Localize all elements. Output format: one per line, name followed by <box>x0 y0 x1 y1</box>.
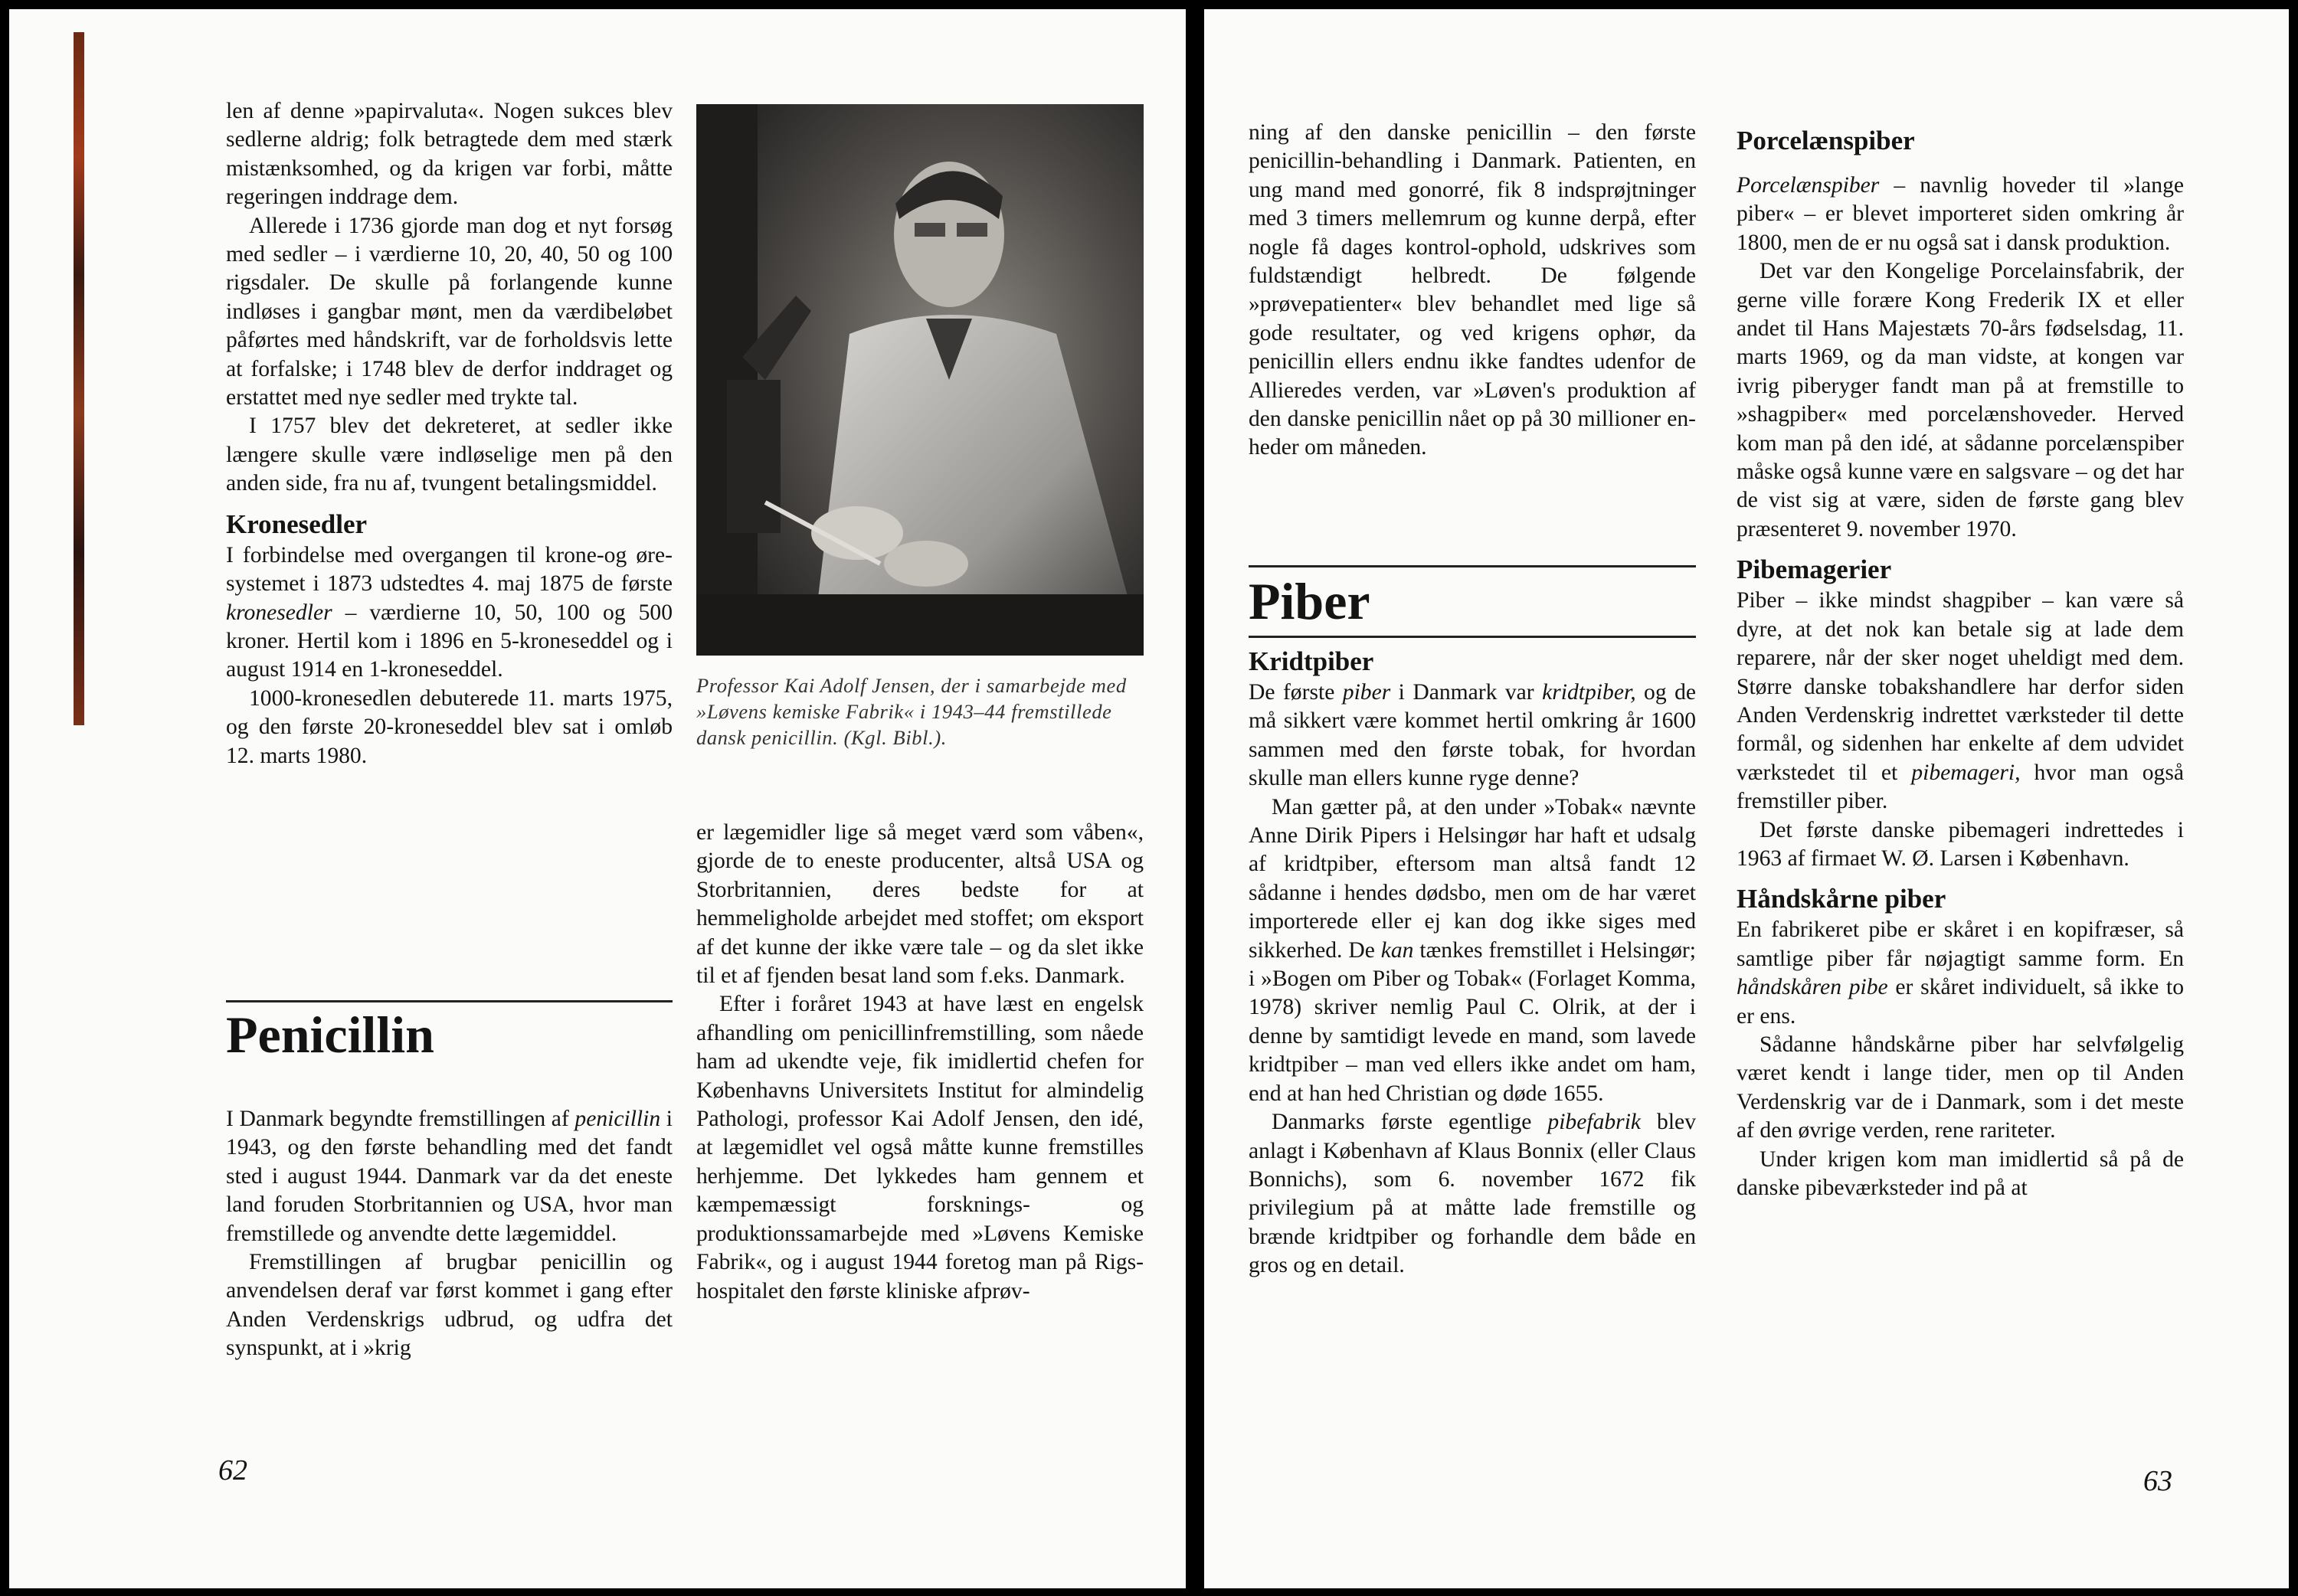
paragraph: I Danmark begyndte fremstillingen af penicillin i 1943, og den første behandling med det fandt sted i august 1944. Danmark var da det eneste land foruden Storbritannien og USA, hvor man fremstillede og anvendte dette lægemiddel. <box>226 1107 673 1246</box>
paragraph: Danmarks første egentlige pibefabrik blev anlagt i København af Klaus Bonnix (eller Claus Bonnichs), som 6. november 1672 fik privilegium på at måtte lade fremstille og brænde kridtpiber og forhandle dem både en gros og en detail. <box>1249 1110 1696 1278</box>
photo-professor <box>696 104 1144 656</box>
title-piber: Piber <box>1249 572 1370 630</box>
paragraph: Efter i foråret 1943 at have læst en engelsk afhandling om penicillinfremstilling, som nåede ham ad ukendte veje, fik imidlertid chefen for Københavns Universitets Institut for almindelig Pathologi, professor Kai Adolf Jensen, den idé, at lægemidlet vel også måtte kunne fremstilles herhjemme. Det lykkedes ham gennem et kæmpemæssigt forsknings- og produktionssamarbejde med »Løvens Kemiske Fabrik«, og i august 1944 foretog man på Rigshospitalet den første kliniske afprøv- <box>696 992 1144 1303</box>
paragraph: Man gætter på, at den under »Tobak« nævnte Anne Dirik Pipers i Helsingør har haft et udsalg af kridtpiber, eftersom man altså fandt 12 sådanne i hendes dødsbo, men om de har været importerede eller ej kan dog ikke siges med sikkerhed. De kan tænkes fremstillet i Helsingør; i »Bogen om Piber og Tobak« (Forlaget Komma, 1978) skriver nemlig Paul C. Olrik, at der i denne by samtidigt levede en mand, som lavede kridtpiber – man ved ellers ikke andet om ham, end at han hed Christian og døde 1655. <box>1249 794 1696 1106</box>
kridtpiber-text <box>1249 645 1696 1280</box>
paragraph: Under krigen kom man imidlertid så på de danske pibeværksteder ind på at <box>1737 1146 2184 1200</box>
paragraph: len af denne »papirvaluta«. Nogen sukces blev sedlerne aldrig; folk betragtede dem med stærk mistænksomhed, og da krigen var forbi, måtte regeringen inddrage dem. <box>226 99 673 210</box>
heading-porcelaenspiber: Porcelænspiber <box>1737 126 1915 155</box>
section-rule <box>226 1000 673 1002</box>
paragraph: er lægemidler lige så meget værd som våben«, gjorde de to eneste producenter, altså USA og Storbritannien, deres bedste for at hemmeligholde arbejdet med stoffet; om eksport af det kunne der ikke være tale – og da slet ikke til et af fjenden besat land som f.eks. Danmark. <box>696 820 1144 989</box>
heading-haandskaarne-piber: Håndskårne piber <box>1737 884 1946 914</box>
paragraph: Porcelænspiber – navnlig hoveder til »lange piber« – er blevet importeret siden omkring år 1800, men de er nu også sat i dansk produktion. <box>1737 173 2184 255</box>
section-rule <box>1249 636 1696 638</box>
heading-kronesedler: Kronesedler <box>226 509 368 539</box>
section-rule <box>1249 565 1696 567</box>
paragraph: Fremstillingen af brugbar penicillin og anvendelsen deraf var først kommet i gang efter Anden Verdenskrigs udbrud, og udfra det synspunkt, at i »krig <box>226 1250 673 1361</box>
paragraph: De første piber i Danmark var kridtpiber, og de må sikkert være kommet hertil omkring år 1600 sammen med den første tobak, for hvordan skulle man ellers kunne ryge denne? <box>1249 680 1696 791</box>
left-column-2 <box>696 819 1144 1306</box>
left-page <box>9 9 1186 1588</box>
paragraph: Det første danske pibemageri indrettedes i 1963 af firmaet W. Ø. Larsen i København. <box>1737 817 2184 871</box>
paragraph: Det var den Kongelige Porcelainsfabrik, der gerne ville forære Kong Frederik IX et eller andet til Hans Majestæts 70-års fødselsdag, 11. marts 1969, og da man vidste, at kongen var ivrig piberyger fandt man på at fremstille to »shagpiber« med porcelænshoveder. Herved kom man på den idé, at sådanne porcelænspiber måske også kunne være en salgsvare – og det har de vist sig at være, siden de første gang blev præsenteret 9. november 1970. <box>1737 259 2184 541</box>
paragraph: ning af den danske penicillin – den første penicillin-behandling i Danmark. Patienten, en ung mand med gonorré, fik 8 indsprøjtninger med 3 timers mellemrum og kunne derpå, efter nogle få dages kontrol-ophold, udskrives som fuldstændigt helbredt. De følgende »prøvepatienter« blev behandlet med lige så gode resultater, og ved krigens ophør, da penicillin ellers endnu ikke fandtes udenfor de Allieredes verden, var »Løven's produktion af den danske penicillin nået op på 30 millioner enheder om måneden. <box>1249 120 1696 460</box>
penicillin-text <box>226 1105 673 1363</box>
paragraph: 1000-kronesedlen debuterede 11. marts 1975, og den første 20-kroneseddel blev sat i omløb 12. marts 1980. <box>226 685 673 768</box>
right-column-2 <box>1737 124 2184 1202</box>
paragraph: Sådanne håndskårne piber har selvfølgelig været kendt i lange tider, men op til Anden Verdenskrig var de i Danmark, som i det meste af den øvrige verden, rene rariteter. <box>1737 1032 2184 1143</box>
heading-pibemagerier: Pibemagerier <box>1737 554 1892 585</box>
paragraph: Allerede i 1736 gjorde man dog et nyt forsøg med sedler – i værdierne 10, 20, 40, 50 og 100 rigsdaler. De skulle på forlangende kunne indløses i gangbar mønt, men da værdibeløbet påførtes med håndskrift, var de forholdsvis lette at forfalske; i 1748 blev de derfor inddraget og erstattet med nye sedler med trykte tal. <box>226 213 673 410</box>
left-column-1 <box>226 97 673 770</box>
paragraph: I 1757 blev det dekreteret, at sedler ikke længere skulle være indløselige men på den anden side, fra nu af, tvungent betalingsmiddel. <box>226 414 673 496</box>
heading-kridtpiber: Kridtpiber <box>1249 646 1374 676</box>
page-number-left: 62 <box>218 1454 247 1486</box>
paragraph: Piber – ikke mindst shagpiber – kan være så dyre, at det nok kan betale sig at lade dem reparere, når der sker noget uheldigt med dem. Større danske tobakshandlere har derfor siden Anden Verdenskrig indrettet værksteder til dette formål, og sidenhen har enkelte af dem udvidet værkstedet til et pibemageri, hvor man også fremstiller piber. <box>1737 588 2184 814</box>
photo-caption: Professor Kai Adolf Jensen, der i samarbejde med »Løvens kemiske Fabrik« i 1943–44 fremstillede dansk penicillin. (Kgl. Bibl.). <box>696 674 1127 749</box>
title-penicillin: Penicillin <box>226 1006 434 1064</box>
right-page <box>1204 9 2289 1588</box>
page-number-right: 63 <box>2143 1465 2172 1497</box>
book-edge-strip <box>74 32 84 725</box>
paragraph: En fabrikeret pibe er skåret i en kopifræser, så samtlige piber får nøjagtigt samme form. En håndskåren pibe er skåret individuelt, så ikke to er ens. <box>1737 917 2185 1029</box>
photo-image <box>696 104 1144 656</box>
paragraph: I forbindelse med overgangen til krone-og øre-systemet i 1873 udstedtes 4. maj 1875 de første kronesedler – værdierne 10, 50, 100 og 500 kroner. Hertil kom i 1896 en 5-kroneseddel og i august 1914 en 1-kroneseddel. <box>226 542 673 682</box>
right-column-1 <box>1249 119 1696 463</box>
